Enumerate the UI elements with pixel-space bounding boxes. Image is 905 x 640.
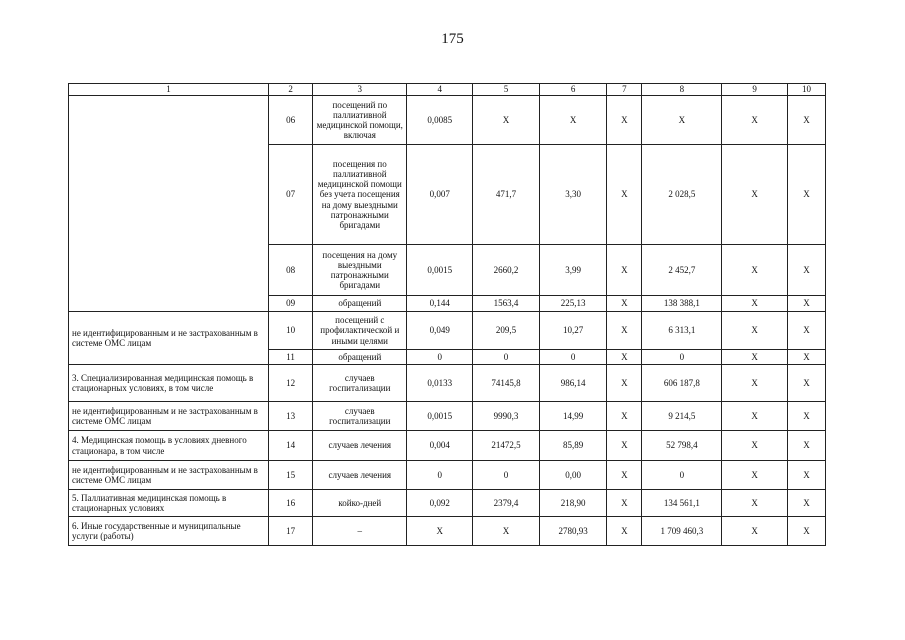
value-cell: X — [473, 517, 540, 546]
header-cell: 9 — [722, 84, 788, 96]
row-label-cell: не идентифицированным и не застрахованным в системе ОМС лицам — [69, 461, 269, 490]
unit-cell: посещений по паллиативной медицинской помощи, включая — [313, 96, 407, 145]
value-cell: 0,0015 — [407, 245, 473, 296]
value-cell: 1 709 460,3 — [642, 517, 722, 546]
value-cell: 74145,8 — [473, 365, 540, 402]
row-label-cell: 6. Иные государственные и муниципальные услуги (работы) — [69, 517, 269, 546]
value-cell: 0 — [473, 461, 540, 490]
value-cell: 10,27 — [539, 312, 607, 350]
value-cell: X — [642, 96, 722, 145]
value-cell: 0,049 — [407, 312, 473, 350]
table-row — [69, 96, 826, 145]
value-cell: X — [787, 296, 825, 312]
table-row — [69, 402, 826, 431]
code-cell: 11 — [269, 350, 313, 365]
value-cell: X — [787, 490, 825, 517]
value-cell: X — [787, 402, 825, 431]
unit-cell: обращений — [313, 296, 407, 312]
header-cell: 7 — [607, 84, 642, 96]
value-cell: 9 214,5 — [642, 402, 722, 431]
value-cell: X — [722, 461, 788, 490]
table-row — [69, 365, 826, 402]
code-cell: 09 — [269, 296, 313, 312]
value-cell: 0,004 — [407, 431, 473, 461]
value-cell: 1563,4 — [473, 296, 540, 312]
value-cell: X — [722, 245, 788, 296]
code-cell: 10 — [269, 312, 313, 350]
value-cell: 52 798,4 — [642, 431, 722, 461]
value-cell: X — [607, 145, 642, 245]
value-cell: 0,0085 — [407, 96, 473, 145]
unit-cell: посещения по паллиативной медицинской помощи без учета посещения на дому выездными патронажными бригадами — [313, 145, 407, 245]
value-cell: X — [607, 461, 642, 490]
value-cell: 0,007 — [407, 145, 473, 245]
value-cell: X — [607, 365, 642, 402]
value-cell: X — [607, 245, 642, 296]
value-cell: 0,144 — [407, 296, 473, 312]
header-cell: 3 — [313, 84, 407, 96]
table-row — [69, 461, 826, 490]
value-cell: X — [787, 145, 825, 245]
header-cell: 6 — [539, 84, 607, 96]
value-cell: 606 187,8 — [642, 365, 722, 402]
value-cell: 209,5 — [473, 312, 540, 350]
value-cell: X — [607, 296, 642, 312]
table-row — [69, 312, 826, 350]
value-cell: X — [607, 350, 642, 365]
row-label-cell — [69, 96, 269, 312]
code-cell: 08 — [269, 245, 313, 296]
value-cell: 471,7 — [473, 145, 540, 245]
code-cell: 16 — [269, 490, 313, 517]
value-cell: 2780,93 — [539, 517, 607, 546]
unit-cell: случаев госпитализации — [313, 365, 407, 402]
value-cell: X — [787, 350, 825, 365]
value-cell: X — [607, 312, 642, 350]
value-cell: X — [473, 96, 540, 145]
data-table — [68, 83, 826, 546]
value-cell: 2379,4 — [473, 490, 540, 517]
page-number: 175 — [441, 31, 464, 47]
table-row — [69, 490, 826, 517]
unit-cell: обращений — [313, 350, 407, 365]
value-cell: 21472,5 — [473, 431, 540, 461]
value-cell: 225,13 — [539, 296, 607, 312]
value-cell: 0 — [407, 461, 473, 490]
unit-cell: посещения на дому выездными патронажными бригадами — [313, 245, 407, 296]
value-cell: 0 — [539, 350, 607, 365]
code-cell: 17 — [269, 517, 313, 546]
value-cell: 0 — [407, 350, 473, 365]
value-cell: X — [722, 296, 788, 312]
value-cell: X — [607, 402, 642, 431]
value-cell: X — [787, 365, 825, 402]
value-cell: 0,0133 — [407, 365, 473, 402]
value-cell: X — [607, 431, 642, 461]
unit-cell: случаев лечения — [313, 461, 407, 490]
value-cell: 0,0015 — [407, 402, 473, 431]
value-cell: 0 — [473, 350, 540, 365]
value-cell: 138 388,1 — [642, 296, 722, 312]
header-row — [69, 84, 826, 96]
code-cell: 06 — [269, 96, 313, 145]
header-cell: 1 — [69, 84, 269, 96]
value-cell: 2 452,7 — [642, 245, 722, 296]
value-cell: 0,092 — [407, 490, 473, 517]
value-cell: X — [607, 96, 642, 145]
value-cell: 85,89 — [539, 431, 607, 461]
value-cell: 134 561,1 — [642, 490, 722, 517]
value-cell: X — [787, 245, 825, 296]
value-cell: X — [722, 490, 788, 517]
header-cell: 5 — [473, 84, 540, 96]
code-cell: 15 — [269, 461, 313, 490]
value-cell: 2660,2 — [473, 245, 540, 296]
value-cell: X — [722, 517, 788, 546]
value-cell: X — [787, 312, 825, 350]
value-cell: 3,99 — [539, 245, 607, 296]
value-cell: 14,99 — [539, 402, 607, 431]
header-cell: 2 — [269, 84, 313, 96]
code-cell: 12 — [269, 365, 313, 402]
value-cell: 0 — [642, 350, 722, 365]
value-cell: 218,90 — [539, 490, 607, 517]
value-cell: X — [722, 145, 788, 245]
value-cell: X — [722, 365, 788, 402]
value-cell: 6 313,1 — [642, 312, 722, 350]
value-cell: X — [722, 402, 788, 431]
value-cell: X — [787, 517, 825, 546]
value-cell: X — [722, 431, 788, 461]
code-cell: 07 — [269, 145, 313, 245]
header-cell: 8 — [642, 84, 722, 96]
value-cell: X — [787, 461, 825, 490]
header-cell: 10 — [787, 84, 825, 96]
row-label-cell: 5. Паллиативная медицинская помощь в стационарных условиях — [69, 490, 269, 517]
value-cell: X — [607, 490, 642, 517]
unit-cell: койко-дней — [313, 490, 407, 517]
value-cell: 0 — [642, 461, 722, 490]
value-cell: X — [787, 96, 825, 145]
table-row — [69, 517, 826, 546]
value-cell: X — [722, 312, 788, 350]
row-label-cell: не идентифицированным и не застрахованным в системе ОМС лицам — [69, 402, 269, 431]
value-cell: X — [539, 96, 607, 145]
row-label-cell: не идентифицированным и не застрахованным в системе ОМС лицам — [69, 312, 269, 365]
unit-cell: случаев лечения — [313, 431, 407, 461]
value-cell: X — [722, 350, 788, 365]
value-cell: X — [407, 517, 473, 546]
value-cell: 3,30 — [539, 145, 607, 245]
header-cell: 4 — [407, 84, 473, 96]
row-label-cell: 4. Медицинская помощь в условиях дневного стационара, в том числе — [69, 431, 269, 461]
value-cell: X — [722, 96, 788, 145]
unit-cell: – — [313, 517, 407, 546]
value-cell: 2 028,5 — [642, 145, 722, 245]
value-cell: 0,00 — [539, 461, 607, 490]
unit-cell: посещений с профилактической и иными целями — [313, 312, 407, 350]
code-cell: 14 — [269, 431, 313, 461]
value-cell: 9990,3 — [473, 402, 540, 431]
row-label-cell: 3. Специализированная медицинская помощь в стационарных условиях, в том числе — [69, 365, 269, 402]
value-cell: X — [607, 517, 642, 546]
value-cell: X — [787, 431, 825, 461]
table-row — [69, 431, 826, 461]
unit-cell: случаев госпитализации — [313, 402, 407, 431]
value-cell: 986,14 — [539, 365, 607, 402]
code-cell: 13 — [269, 402, 313, 431]
